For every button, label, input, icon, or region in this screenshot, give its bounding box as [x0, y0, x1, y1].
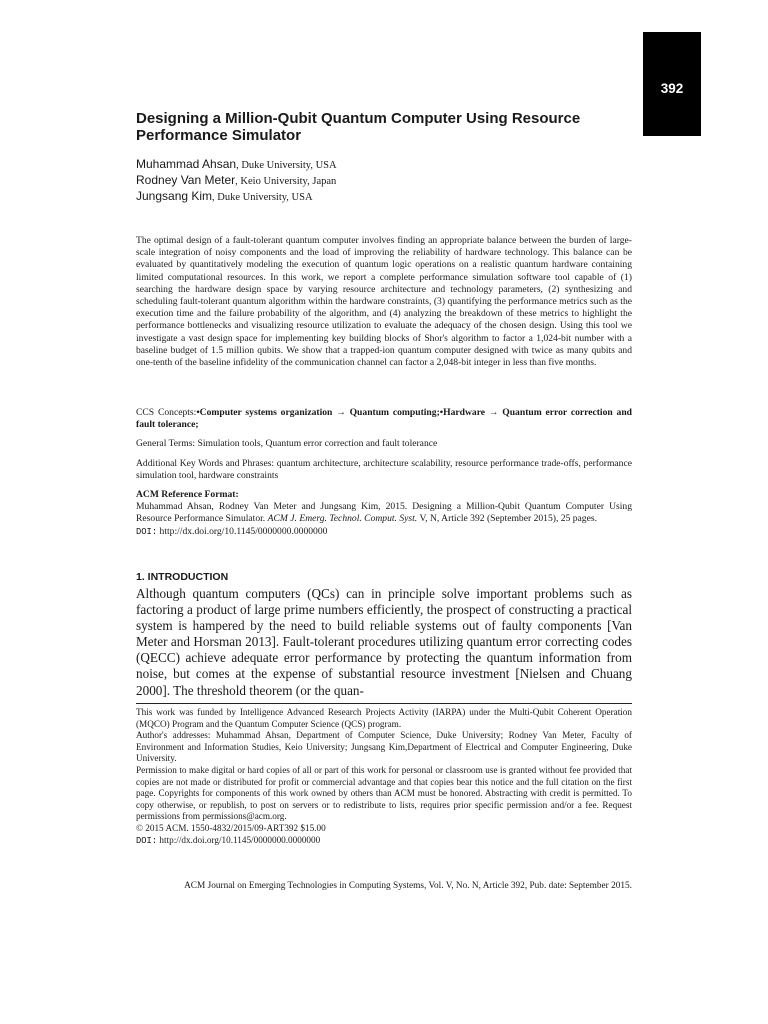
footnotes: [136, 707, 632, 847]
keywords: Additional Key Words and Phrases: quantum architecture, architecture scalability, resource performance trade-offs, performance simulation tool, hardware constraints: [136, 458, 632, 482]
section-heading: 1. INTRODUCTION: [136, 571, 229, 583]
footnote-doi: [136, 835, 632, 848]
page-number-box: [643, 32, 701, 136]
permission-note: Permission to make digital or hard copies of all or part of this work for personal or classroom use is granted without fee provided that copies are not made or distributed for profit or commercial advantage and that copies bear this notice and the full citation on the first page. Copyrights for components of this work owned by others than ACM must be honored. Abstracting with credit is permitted. To copy otherwise, or republish, to post on servers or to redistribute to lists, requires prior specific permission and/or a fee. Request permissions from permissions@acm.org.: [136, 764, 632, 822]
author-affiliation: , Duke University, USA: [236, 160, 337, 171]
funding-note: This work was funded by Intelligence Advanced Research Projects Activity (IARPA) under the Multi-Qubit Coherent Operation (MQCO) Program and the Quantum Computer Science (QCS) program.: [136, 707, 632, 729]
general-terms: General Terms: Simulation tools, Quantum error correction and fault tolerance: [136, 438, 438, 449]
author-list: [136, 157, 536, 205]
footnote-divider: [136, 703, 632, 704]
ccs-label: CCS Concepts:: [136, 407, 197, 418]
journal-footer: ACM Journal on Emerging Technologies in Computing Systems, Vol. V, No. N, Article 392, Pub. date: September 2015.: [184, 881, 632, 891]
author-affiliation: , Keio University, Japan: [235, 176, 337, 187]
reference-heading: ACM Reference Format:: [136, 489, 239, 500]
doi-label: DOI:: [136, 526, 158, 537]
author-line: [136, 157, 536, 173]
page-number: 392: [660, 81, 684, 96]
author-line: [136, 189, 536, 205]
introduction-text: Although quantum computers (QCs) can in principle solve important problems such as factoring a product of large prime numbers efficiently, the prospect of constructing a practical system is hampered by the need to build reliable systems out of faulty components [Van Meter and Horsman 2013]. Fault-tolerant procedures utilizing quantum error correcting codes (QECC) achieve adequate error performance by protecting the quantum information from noise, but comes at the expense of substantial resource investment [Nielsen and Chuang 2000]. The threshold theorem (or the quan-: [136, 586, 632, 698]
reference-doi: [136, 526, 632, 538]
author-name: Muhammad Ahsan: [136, 157, 237, 171]
reference-text: Muhammad Ahsan, Rodney Van Meter and Jungsang Kim, 2015. Designing a Million-Qubit Quantum Computer Using Resource Performance Simulator. ACM J. Emerg. Technol. Comput. Syst. V, N, Article 392 (September 2015), 25 pages.: [136, 501, 632, 525]
author-name: Jungsang Kim: [136, 189, 213, 203]
paper-title: Designing a Million-Qubit Quantum Computer Using Resource Performance Simulator: [136, 110, 581, 144]
acm-reference-format: [136, 489, 632, 538]
ccs-concepts: [136, 407, 632, 431]
author-line: [136, 173, 536, 189]
doi-link[interactable]: http://dx.doi.org/10.1145/0000000.0000000: [159, 834, 321, 845]
reference-journal: ACM J. Emerg. Technol. Comput. Syst.: [267, 513, 418, 525]
addresses-note: Author's addresses: Muhammad Ahsan, Department of Computer Science, Duke University; Rodney Van Meter, Faculty of Environment and Information Studies, Keio University; Jungsang Kim,Department of Electrical and Computer Engineering, Duke University.: [136, 730, 632, 764]
author-affiliation: , Duke University, USA: [212, 192, 313, 203]
ccs-text: •Computer systems organization → Quantum computing;•Hardware → Quantum error correction and fault tolerance;: [136, 407, 633, 431]
copyright-note: © 2015 ACM. 1550-4832/2015/09-ART392 $15.00: [136, 822, 326, 833]
author-name: Rodney Van Meter: [136, 173, 236, 187]
doi-link[interactable]: http://dx.doi.org/10.1145/0000000.0000000: [159, 525, 328, 537]
abstract: The optimal design of a fault-tolerant quantum computer involves finding an appropriate balance between the burden of large-scale integration of noisy components and the load of improving the reliability of hardware technology. This balance can be evaluated by quantitatively modeling the execution of quantum logic operations on a realistic quantum hardware containing limited computational resources. In this work, we report a complete performance simulation software tool capable of (1) searching the hardware design space by varying resource architecture and technology parameters, (2) synthesizing and scheduling fault-tolerant quantum algorithm within the hardware constraints, (3) quantifying the performance metrics such as the execution time and the failure probability of the algorithm, and (4) analyzing the breakdown of these metrics to highlight the performance bottlenecks and visualizing resource utilization to evaluate the adequacy of the chosen design. Using this tool we investigate a vast design space for implementing key building blocks of Shor's algorithm to factor a 1,024-bit number with a baseline budget of 1.5 million qubits. We show that a trapped-ion quantum computer designed with twice as many qubits and one-tenth of the baseline infidelity of the communication channel can factor a 2,048-bit integer in less than five months.: [136, 235, 632, 369]
doi-label: DOI:: [136, 835, 158, 846]
